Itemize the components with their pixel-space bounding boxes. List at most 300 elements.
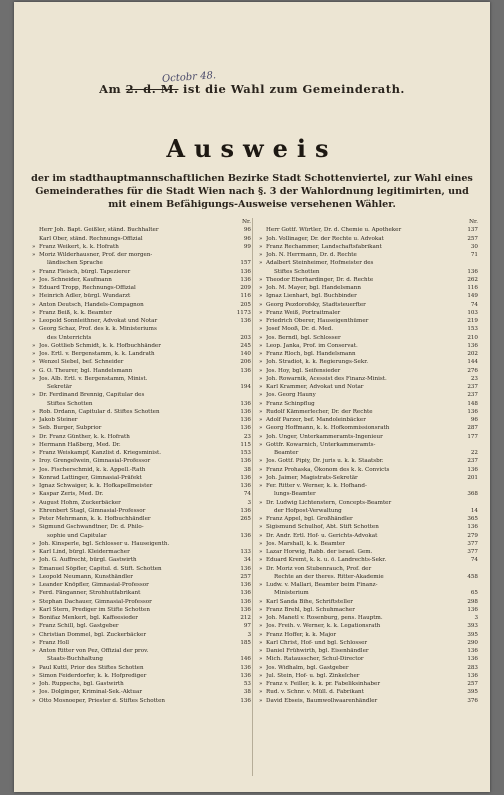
ditto-mark: »: [259, 318, 263, 324]
list-item: [259, 350, 478, 358]
list-item: [259, 301, 478, 309]
house-number: 290: [467, 639, 478, 646]
house-number: 257: [467, 235, 478, 242]
list-item: [32, 292, 251, 300]
ditto-mark: »: [32, 549, 36, 555]
house-number: 136: [240, 582, 251, 588]
ditto-mark: »: [259, 631, 263, 638]
voter-name: Dr. Franz Günther, k. k. Hofrath: [39, 433, 130, 440]
house-number: 153: [240, 450, 251, 456]
house-number: 298: [467, 598, 478, 605]
voter-name: Beamter: [274, 450, 299, 456]
list-item: [259, 334, 478, 342]
ditto-mark: »: [32, 615, 36, 621]
house-number: 103: [467, 309, 478, 316]
house-number: 96: [470, 417, 478, 423]
house-number: 136: [467, 524, 478, 531]
list-item: [32, 490, 251, 498]
voter-name: Karl Lind, bürgl. Kleidermacher: [39, 549, 130, 555]
voter-name: Ludw. v. Mallari, Beamter beim Finanz-: [266, 582, 378, 588]
ditto-mark: »: [259, 400, 263, 407]
voter-name: Ferd. Fänganner, Strohhutfabrikant: [39, 590, 141, 597]
house-number: 115: [240, 441, 251, 448]
election-date-line: [14, 82, 490, 96]
voter-name: Joh. N. Herrmann, Dr. d. Rechte: [266, 252, 357, 258]
list-item: [32, 639, 251, 647]
voter-name: Ignaz Lienhart, bgl. Buchbinder: [266, 293, 357, 300]
house-number: 136: [240, 400, 251, 407]
house-number: 136: [240, 664, 251, 671]
list-item: [259, 565, 478, 573]
list-item: [259, 523, 478, 531]
house-number: 149: [467, 293, 478, 300]
ditto-mark: »: [259, 532, 263, 539]
list-item: [32, 482, 251, 490]
list-item: [32, 548, 251, 556]
house-number: 203: [240, 334, 251, 341]
house-number: 133: [240, 549, 251, 555]
voter-name: Georg Hoffmann, k. k. Hofkommissionsrath: [266, 425, 390, 432]
list-item: [32, 284, 251, 292]
column-header: [32, 218, 251, 226]
voter-name: Franz Beiß, k. k. Beamter: [39, 309, 112, 316]
voter-name: Sekretär: [47, 384, 72, 390]
ditto-mark: »: [259, 351, 263, 357]
voter-name: Adalbert Steinheimer, Hofmeister des: [266, 260, 374, 267]
ditto-mark: »: [32, 631, 36, 638]
house-number: 368: [467, 491, 478, 498]
ditto-mark: »: [32, 689, 36, 696]
house-number: 393: [467, 623, 478, 630]
ditto-mark: »: [259, 483, 263, 489]
list-item: [259, 499, 478, 507]
ditto-mark: »: [259, 648, 263, 654]
ditto-mark: »: [32, 359, 36, 366]
ditto-mark: »: [259, 681, 263, 687]
voter-name: Stiftes Schotten: [274, 268, 320, 275]
ditto-mark: »: [32, 252, 36, 258]
house-number: 365: [467, 516, 478, 522]
list-item: [259, 309, 478, 317]
ditto-mark: »: [32, 450, 36, 456]
voter-name: des Unterrichts: [47, 334, 92, 341]
house-number: 144: [467, 359, 478, 366]
list-item: [259, 251, 478, 259]
list-item: [259, 268, 478, 276]
voter-name: ländischen Sprache: [47, 260, 103, 267]
ditto-mark: »: [32, 557, 36, 564]
ditto-mark: »: [32, 392, 36, 399]
ditto-mark: »: [259, 301, 263, 308]
voter-name: Peter Mehrmann, k. k. Hofbuchhändler: [39, 516, 151, 522]
house-number: 177: [467, 433, 478, 440]
house-number: 202: [467, 351, 478, 357]
list-item: [259, 391, 478, 399]
list-item: [32, 499, 251, 507]
voter-name: August Hohm, Zuckerbäcker: [39, 499, 121, 506]
voter-name: Karl Stern, Prediger im Stifte Schotten: [39, 606, 150, 613]
list-item: [32, 424, 251, 432]
voter-name: der Hofpost-Verwaltung: [274, 507, 342, 514]
ditto-mark: »: [259, 441, 263, 448]
ditto-mark: »: [259, 433, 263, 440]
house-number: 136: [240, 672, 251, 679]
list-item: [259, 664, 478, 672]
ditto-mark: »: [32, 285, 36, 291]
voter-name: Kaspar Zeris, Med. Dr.: [39, 491, 104, 498]
list-item: [259, 400, 478, 408]
list-item: [259, 622, 478, 630]
house-number: 3: [247, 499, 251, 506]
house-number: 136: [240, 697, 251, 704]
voter-name: Moriz Wilderhausner, Prof. der morgen-: [39, 252, 153, 258]
voter-name: Leop. Janka, Prof. im Conservat.: [266, 342, 358, 349]
voter-name: G. O. Theurer, bgl. Handelsmann: [39, 367, 133, 374]
list-item: [259, 490, 478, 498]
house-number: 3: [474, 615, 478, 621]
voter-name: Daniel Frühwirth, bgl. Eisenhändler: [266, 648, 369, 654]
list-item: [259, 647, 478, 655]
house-number: 71: [470, 252, 478, 258]
list-item: [32, 449, 251, 457]
voter-name: Dr. Andr. Ertl. Hof- u. Gerichts-Advokat: [266, 532, 378, 539]
voter-name: Anton Deutsch, Handels-Compagnon: [39, 301, 144, 308]
voter-name: Jul. Stein, Hof- u. bgl. Zinkelcher: [266, 672, 360, 679]
house-number: 257: [467, 681, 478, 687]
house-number: 136: [240, 590, 251, 597]
list-item: [32, 622, 251, 630]
ditto-mark: »: [259, 672, 263, 679]
house-number: 148: [467, 400, 478, 407]
ditto-mark: »: [259, 623, 263, 630]
list-item: [259, 416, 478, 424]
voter-name: Rechte an der theres. Ritter-Akademie: [274, 573, 384, 580]
voter-name: Karl Ober, ständ. Rechnungs-Offizial: [39, 235, 143, 242]
voter-name: Franz Fleisch, bürgl. Tapezierer: [39, 268, 131, 275]
list-item: [259, 515, 478, 523]
house-number: 136: [240, 565, 251, 572]
ditto-mark: »: [32, 326, 36, 333]
voter-name: Mich. Ratausscher, Schul-Director: [266, 656, 364, 663]
ditto-mark: »: [259, 664, 263, 671]
voter-name: Jos. Fischerschmid, k. k. Appell.-Rath: [39, 466, 146, 473]
house-number: 237: [467, 392, 478, 399]
voter-name: Leopold Neumann, Kunsthändler: [39, 573, 133, 580]
list-item: [32, 367, 251, 375]
voter-name: Franz Rechammer, Landschaftsfabrikant: [266, 243, 382, 250]
ditto-mark: »: [32, 491, 36, 498]
document-title: Ausweis: [166, 134, 338, 163]
house-number: 136: [240, 318, 251, 324]
ditto-mark: »: [259, 342, 263, 349]
list-item: [259, 573, 478, 581]
ditto-mark: »: [32, 672, 36, 679]
ditto-mark: »: [32, 590, 36, 597]
house-number: 262: [467, 276, 478, 283]
list-item: [259, 284, 478, 292]
voter-name: Stephan Dachauer, Gimnasial-Professor: [39, 598, 152, 605]
list-item: [32, 647, 251, 655]
house-number: 136: [240, 458, 251, 465]
ditto-mark: »: [259, 384, 263, 390]
list-item: [32, 655, 251, 663]
house-number: 136: [240, 417, 251, 423]
ditto-mark: »: [259, 392, 263, 399]
list-item: [259, 433, 478, 441]
voter-name: Karl Sanda Bihe, Schriftsteller: [266, 598, 353, 605]
list-item: [32, 408, 251, 416]
column-header-number: Nr.: [241, 219, 251, 225]
house-number: 14: [470, 507, 478, 514]
voter-name: Franz Brehl, bgl. Schuhmacher: [266, 606, 355, 613]
voter-name: Christian Dommel, bgl. Zuckerbäcker: [39, 631, 147, 638]
list-item: [259, 408, 478, 416]
voter-name: Joh. Manetl v. Rosenburg, pens. Hauptm.: [266, 615, 383, 621]
voter-name: Joh. M. Mayer, bgl. Handelsmann: [266, 285, 361, 291]
voter-name: Jos. Widhalm, bgl. Gastgeber: [266, 664, 349, 671]
list-item: [259, 375, 478, 383]
ditto-mark: »: [259, 252, 263, 258]
list-item: [259, 688, 478, 696]
ditto-mark: »: [32, 573, 36, 580]
house-number: 279: [467, 532, 478, 539]
voter-name: Franz Schill, bgl. Gastgeber: [39, 623, 119, 630]
list-item: [32, 243, 251, 251]
house-number: 74: [470, 301, 478, 308]
voter-name: Theodor Eberhardinger, Dr. d. Rechte: [266, 276, 374, 283]
house-number: 206: [240, 359, 251, 366]
house-number: 212: [240, 615, 251, 621]
house-number: 136: [467, 606, 478, 613]
list-item: [259, 556, 478, 564]
ditto-mark: »: [32, 664, 36, 671]
house-number: 136: [240, 507, 251, 514]
house-number: 136: [240, 598, 251, 605]
house-number: 395: [467, 689, 478, 696]
column-header: [259, 218, 478, 226]
ditto-mark: »: [32, 582, 36, 588]
voter-name: Jos. Marshall, k. k. Beamter: [266, 540, 345, 547]
ditto-mark: »: [259, 458, 263, 465]
ditto-mark: »: [259, 565, 263, 572]
ditto-mark: »: [32, 483, 36, 489]
voter-name: Jos. Berndl, bgl. Schlosser: [266, 334, 341, 341]
list-item: [32, 606, 251, 614]
voter-name: Friedrich Oberer, Hauseigenthümer: [266, 318, 369, 324]
house-number: 116: [467, 285, 478, 291]
list-item: [32, 268, 251, 276]
voter-name: Franz Schinpflug: [266, 400, 315, 407]
house-number: 157: [240, 260, 251, 267]
house-number: 136: [467, 648, 478, 654]
list-item: [32, 400, 251, 408]
voter-name: Leopold Sonnleithner, Advokat und Notar: [39, 318, 158, 324]
list-item: [259, 325, 478, 333]
ditto-mark: »: [32, 309, 36, 316]
voter-name: lungs-Beamter: [274, 491, 316, 498]
ditto-mark: »: [259, 260, 263, 267]
voter-name: Joh. Ruppechs, bgl. Gastwirth: [39, 681, 124, 687]
voter-name: Franz Weiskampf, Kanzlist d. Kriegsminist.: [39, 450, 161, 456]
ditto-mark: »: [32, 408, 36, 415]
list-item: [259, 655, 478, 663]
list-item: [32, 523, 251, 531]
house-number: 96: [243, 235, 251, 242]
ditto-mark: »: [259, 689, 263, 696]
list-item: [259, 606, 478, 614]
list-item: [259, 367, 478, 375]
list-item: [32, 383, 251, 391]
ditto-mark: »: [32, 623, 36, 630]
list-item: [32, 631, 251, 639]
ditto-mark: »: [32, 441, 36, 448]
voter-name: Iroy. Grengelwein, Gimnasial-Professor: [39, 458, 151, 465]
house-number: 74: [470, 557, 478, 564]
ditto-mark: »: [259, 499, 263, 506]
list-item: [32, 556, 251, 564]
list-item: [32, 507, 251, 515]
voter-name: Joh. Kinsperle, bgl. Schlosser u. Hauseigenth.: [39, 540, 170, 547]
voter-name: Franz Holl: [39, 639, 70, 646]
house-number: 3: [247, 631, 251, 638]
house-number: 136: [467, 408, 478, 415]
house-number: 136: [467, 672, 478, 679]
house-number: 136: [467, 656, 478, 663]
list-item: [32, 309, 251, 317]
ditto-mark: »: [32, 301, 36, 308]
voter-name: Bonifaz Menkert, bgl. Kaffeesieder: [39, 615, 138, 621]
ditto-mark: »: [32, 375, 36, 382]
house-number: 136: [240, 606, 251, 613]
ditto-mark: »: [32, 367, 36, 374]
voter-name: Jos. Georg Hauny: [266, 392, 316, 399]
list-item: [259, 243, 478, 251]
house-number: 136: [240, 474, 251, 481]
house-number: 34: [243, 557, 251, 564]
list-item: [259, 276, 478, 284]
voter-name: Ministerium: [274, 590, 309, 597]
voter-name: Eduard Tropp, Rechnungs-Offizial: [39, 285, 136, 291]
list-item: [32, 251, 251, 259]
ditto-mark: »: [32, 466, 36, 473]
voter-name: Adolf Parzer, bef. Mandoleinbäcker: [266, 417, 366, 423]
house-number: 283: [467, 664, 478, 671]
column-header-number: Nr.: [468, 219, 478, 225]
list-item: [259, 639, 478, 647]
ditto-mark: »: [32, 598, 36, 605]
list-item: [32, 391, 251, 399]
list-item: [32, 573, 251, 581]
voter-name: Rud. v. Schnr. v. Müll. d. Fabrikant: [266, 689, 364, 696]
ditto-mark: »: [32, 417, 36, 423]
voter-name: Jos. Gottf. Pipiy, Dr. juris u. k. k. Staatsbr.: [266, 458, 384, 465]
list-item: [259, 342, 478, 350]
list-item: [32, 325, 251, 333]
ditto-mark: »: [259, 408, 263, 415]
list-item: [32, 565, 251, 573]
voter-name: Ignaz Schwaiger, k. k. Hofkapellmeister: [39, 483, 153, 489]
house-number: 146: [240, 656, 251, 663]
voter-name: Jos. Schneider, Kaufmann: [39, 276, 112, 283]
voter-column-left: [32, 218, 251, 776]
voter-name: Sigmund Gschwandtner, Dr. d. Philo-: [39, 524, 144, 531]
ditto-mark: »: [259, 697, 263, 704]
voter-name: Konrad Lattinger, Gimnasial-Präfekt: [39, 474, 142, 481]
voter-list: [32, 218, 478, 776]
list-item: [32, 672, 251, 680]
ditto-mark: »: [259, 606, 263, 613]
house-number: 137: [467, 227, 478, 234]
ditto-mark: »: [32, 648, 36, 654]
voter-name: Franz v. Feiller, k. k. pr. Fabeliksinhaber: [266, 681, 380, 687]
list-item: [259, 474, 478, 482]
house-number: 265: [240, 516, 251, 522]
house-number: 136: [467, 268, 478, 275]
house-number: 23: [470, 375, 478, 382]
list-item: [259, 358, 478, 366]
voter-name: Jos. Freih. v. Werner, k. k. Legationsrath: [266, 623, 381, 630]
house-number: 23: [243, 433, 251, 440]
list-item: [259, 672, 478, 680]
voter-column-right: [259, 218, 478, 776]
voter-name: Franz Prohaska, Ökonom des k. k. Convicts: [266, 466, 390, 473]
voter-name: Eduard Kremt, k. k. u. ö. Landrechts-Sekr.: [266, 557, 387, 564]
house-number: 377: [467, 540, 478, 547]
voter-name: Josef Mooß, Dr. d. Med.: [266, 326, 334, 333]
ditto-mark: »: [32, 507, 36, 514]
list-item: [259, 631, 478, 639]
list-item: [259, 424, 478, 432]
ditto-mark: »: [259, 375, 263, 382]
list-item: [32, 235, 251, 243]
voter-name: Herr Joh. Bapt. Geißler, ständ. Buchhalter: [39, 227, 159, 234]
voter-name: Simon Feiderdorfer, k. k. Hofprediger: [39, 672, 147, 679]
ditto-mark: »: [259, 516, 263, 522]
ditto-mark: »: [32, 606, 36, 613]
voter-name: Karl Christ, Hof- und bgl. Schlosser: [266, 639, 368, 646]
voter-name: David Ebseis, Baumwollwaarenhändler: [266, 697, 378, 704]
house-number: 136: [240, 408, 251, 415]
voter-name: Karl Krammer, Advokat und Notar: [266, 384, 364, 390]
house-number: 38: [243, 689, 251, 696]
house-number: 219: [467, 318, 478, 324]
voter-name: Dr. Moriz von Stubenrauch, Prof. der: [266, 565, 372, 572]
house-number: 136: [467, 342, 478, 349]
list-item: [259, 482, 478, 490]
voter-name: Jos. Gottlieb Schmidt, k. k. Hofbuchhänder: [39, 342, 161, 349]
house-number: 257: [240, 573, 251, 580]
house-number: 377: [467, 549, 478, 555]
ditto-mark: »: [259, 309, 263, 316]
voter-name: Fer. Ritter v. Werner, k. k. Hofhand-: [266, 483, 367, 489]
voter-name: Ehrenbert Stagl, Gimnasial-Professor: [39, 507, 146, 514]
voter-name: Joh. Rowarnik, Acessist des Finanz-Minist.: [266, 375, 387, 382]
house-number: 153: [467, 326, 478, 333]
ditto-mark: »: [259, 326, 263, 333]
ditto-mark: »: [32, 268, 36, 275]
list-item: [32, 474, 251, 482]
date-line-prefix: Am: [99, 82, 122, 96]
ditto-mark: »: [259, 549, 263, 555]
list-item: [32, 581, 251, 589]
list-item: [32, 515, 251, 523]
list-item: [32, 532, 251, 540]
house-number: 201: [467, 474, 478, 481]
list-item: [32, 457, 251, 465]
house-number: 458: [467, 573, 478, 580]
list-item: [259, 441, 478, 449]
ditto-mark: »: [32, 639, 36, 646]
